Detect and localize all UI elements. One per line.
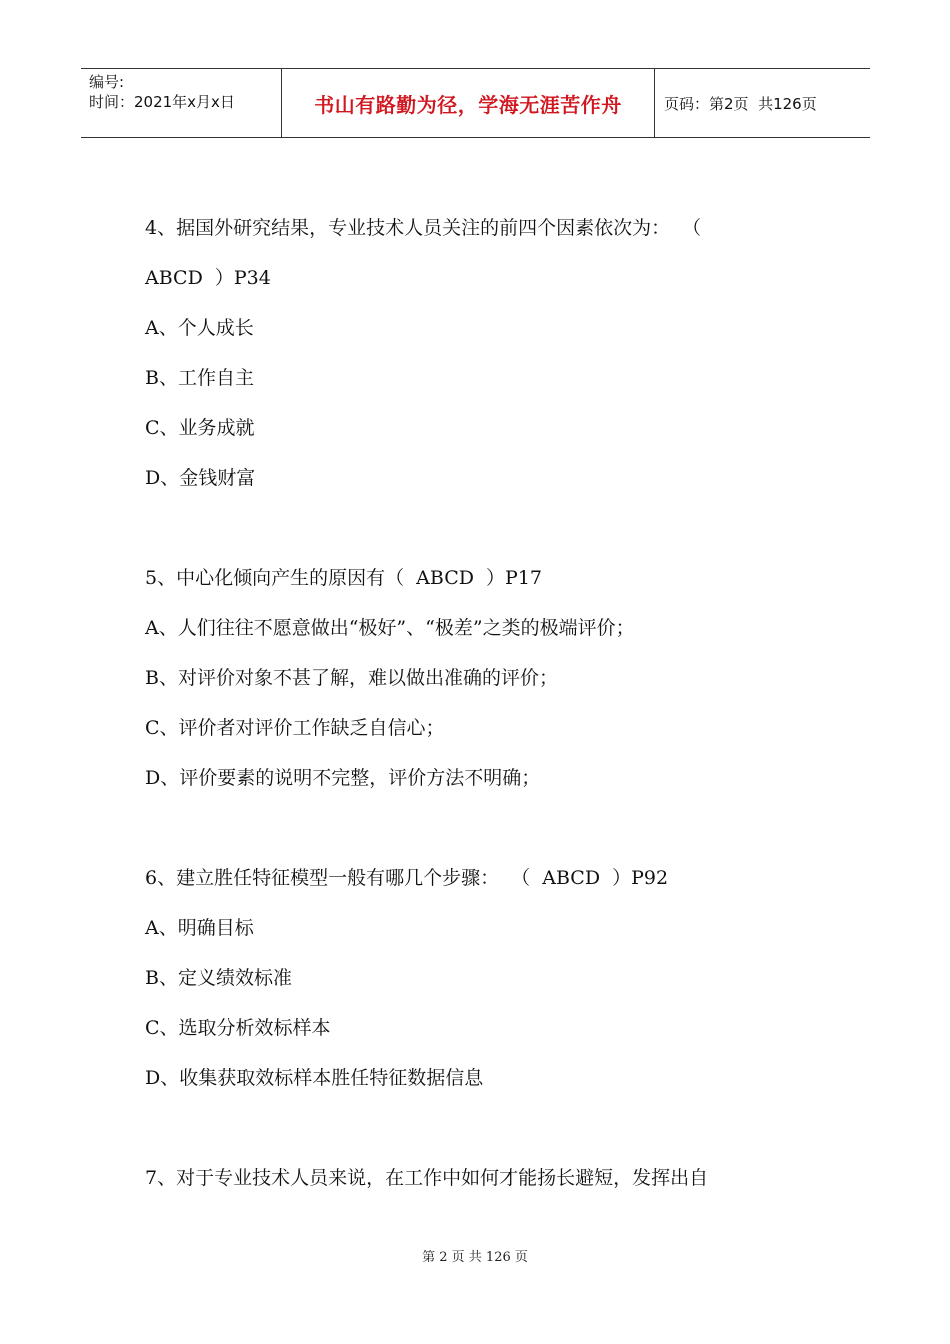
question-block xyxy=(145,566,810,816)
question-text: 6、建立胜任特征模型一般有哪几个步骤： （ ABCD ）P92 xyxy=(145,867,669,889)
page-header xyxy=(81,68,870,138)
question-block xyxy=(145,866,810,1116)
question-content xyxy=(145,216,810,1216)
option-item: B、工作自主 xyxy=(145,367,254,389)
option-item: D、金钱财富 xyxy=(145,467,256,489)
header-motto: 书山有路勤为径，学海无涯苦作舟 xyxy=(282,69,655,137)
option-item: B、对评价对象不甚了解，难以做出准确的评价； xyxy=(145,667,558,689)
page-footer: 第 2 页 共 126 页 xyxy=(422,1250,528,1265)
question-text: 5、中心化倾向产生的原因有（ ABCD ）P17 xyxy=(145,567,543,589)
option-item: C、选取分析效标样本 xyxy=(145,1017,331,1039)
question-block xyxy=(145,216,810,516)
option-item: D、收集获取效标样本胜任特征数据信息 xyxy=(145,1067,484,1089)
question-text: 4、据国外研究结果，专业技术人员关注的前四个因素依次为： （ xyxy=(145,217,702,239)
header-page-info: 页码：第2页 共126页 xyxy=(664,94,817,113)
question-block xyxy=(145,1166,810,1216)
option-item: A、个人成长 xyxy=(145,317,254,339)
option-item: D、评价要素的说明不完整，评价方法不明确； xyxy=(145,767,541,789)
header-meta xyxy=(81,69,282,137)
option-item: C、评价者对评价工作缺乏自信心； xyxy=(145,717,445,739)
question-text: 7、对于专业技术人员来说，在工作中如何才能扬长避短，发挥出自 xyxy=(145,1167,709,1189)
document-number-label: 编号: xyxy=(89,73,125,91)
question-text: ABCD ）P34 xyxy=(145,267,271,289)
option-item: A、人们往往不愿意做出“极好”、“极差”之类的极端评价； xyxy=(145,617,635,639)
option-item: C、业务成就 xyxy=(145,417,255,439)
option-item: B、定义绩效标准 xyxy=(145,967,292,989)
document-time-label: 时间：2021年x月x日 xyxy=(89,93,235,111)
option-item: A、明确目标 xyxy=(145,917,254,939)
